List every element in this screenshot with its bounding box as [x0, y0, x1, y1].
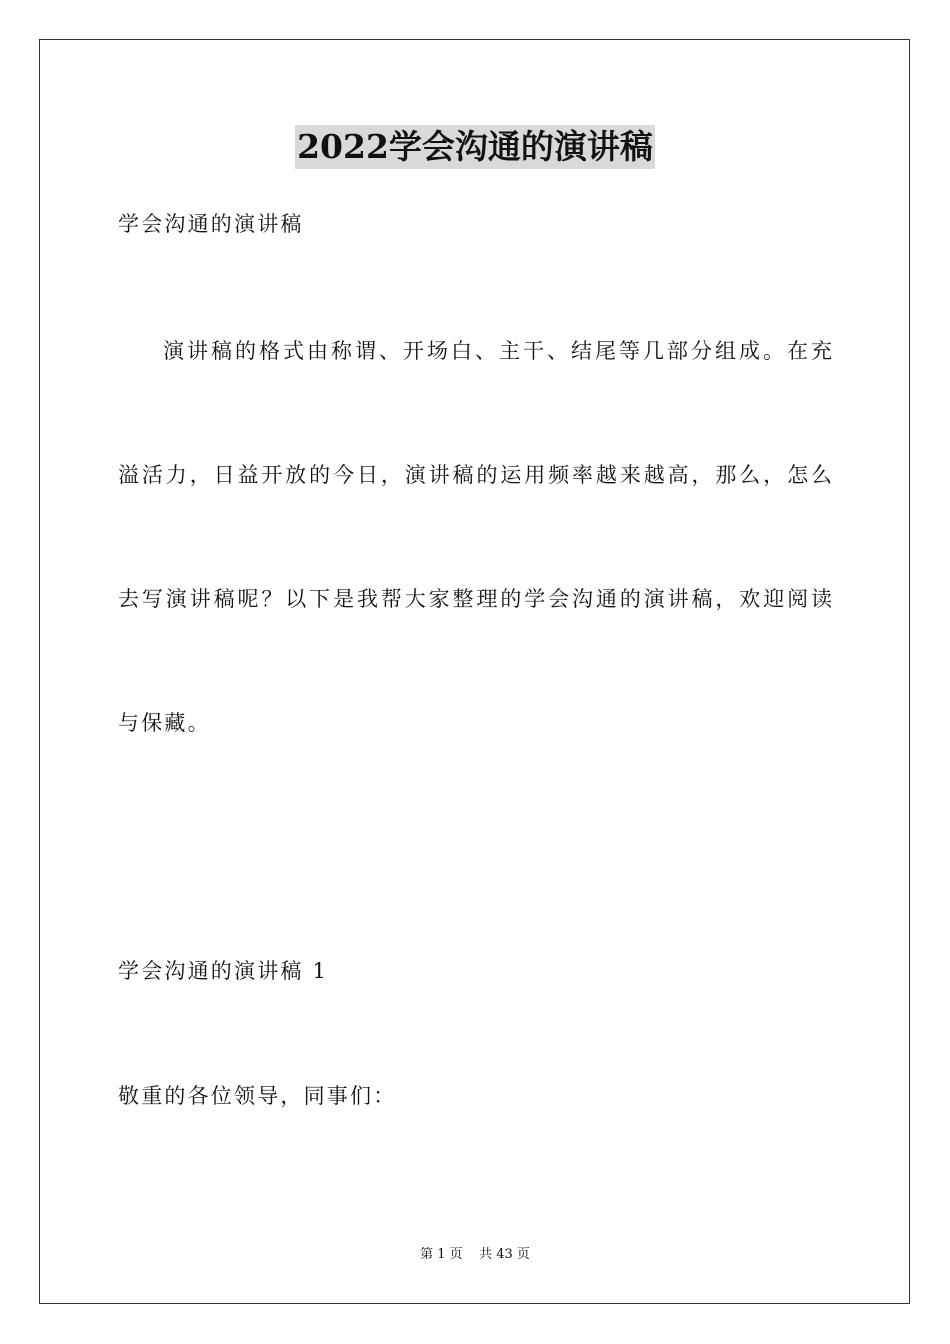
salutation: 敬重的各位领导，同事们： — [118, 1084, 397, 1108]
document-title: 2022学会沟通的演讲稿 — [295, 125, 655, 169]
intro-line-3: 去写演讲稿呢？以下是我帮大家整理的学会沟通的演讲稿，欢迎阅读 — [118, 587, 832, 611]
intro-line-1: 演讲稿的格式由称谓、开场白、主干、结尾等几部分组成。在充 — [163, 339, 832, 363]
intro-line-4: 与保藏。 — [118, 711, 211, 735]
document-subtitle: 学会沟通的演讲稿 — [118, 212, 304, 236]
section-heading: 学会沟通的演讲稿 1 — [118, 959, 329, 983]
title-container — [0, 125, 950, 169]
intro-line-2: 溢活力，日益开放的今日，演讲稿的运用频率越来越高，那么，怎么 — [118, 463, 832, 487]
page-footer: 第 1 页 共 43 页 — [420, 1247, 530, 1262]
